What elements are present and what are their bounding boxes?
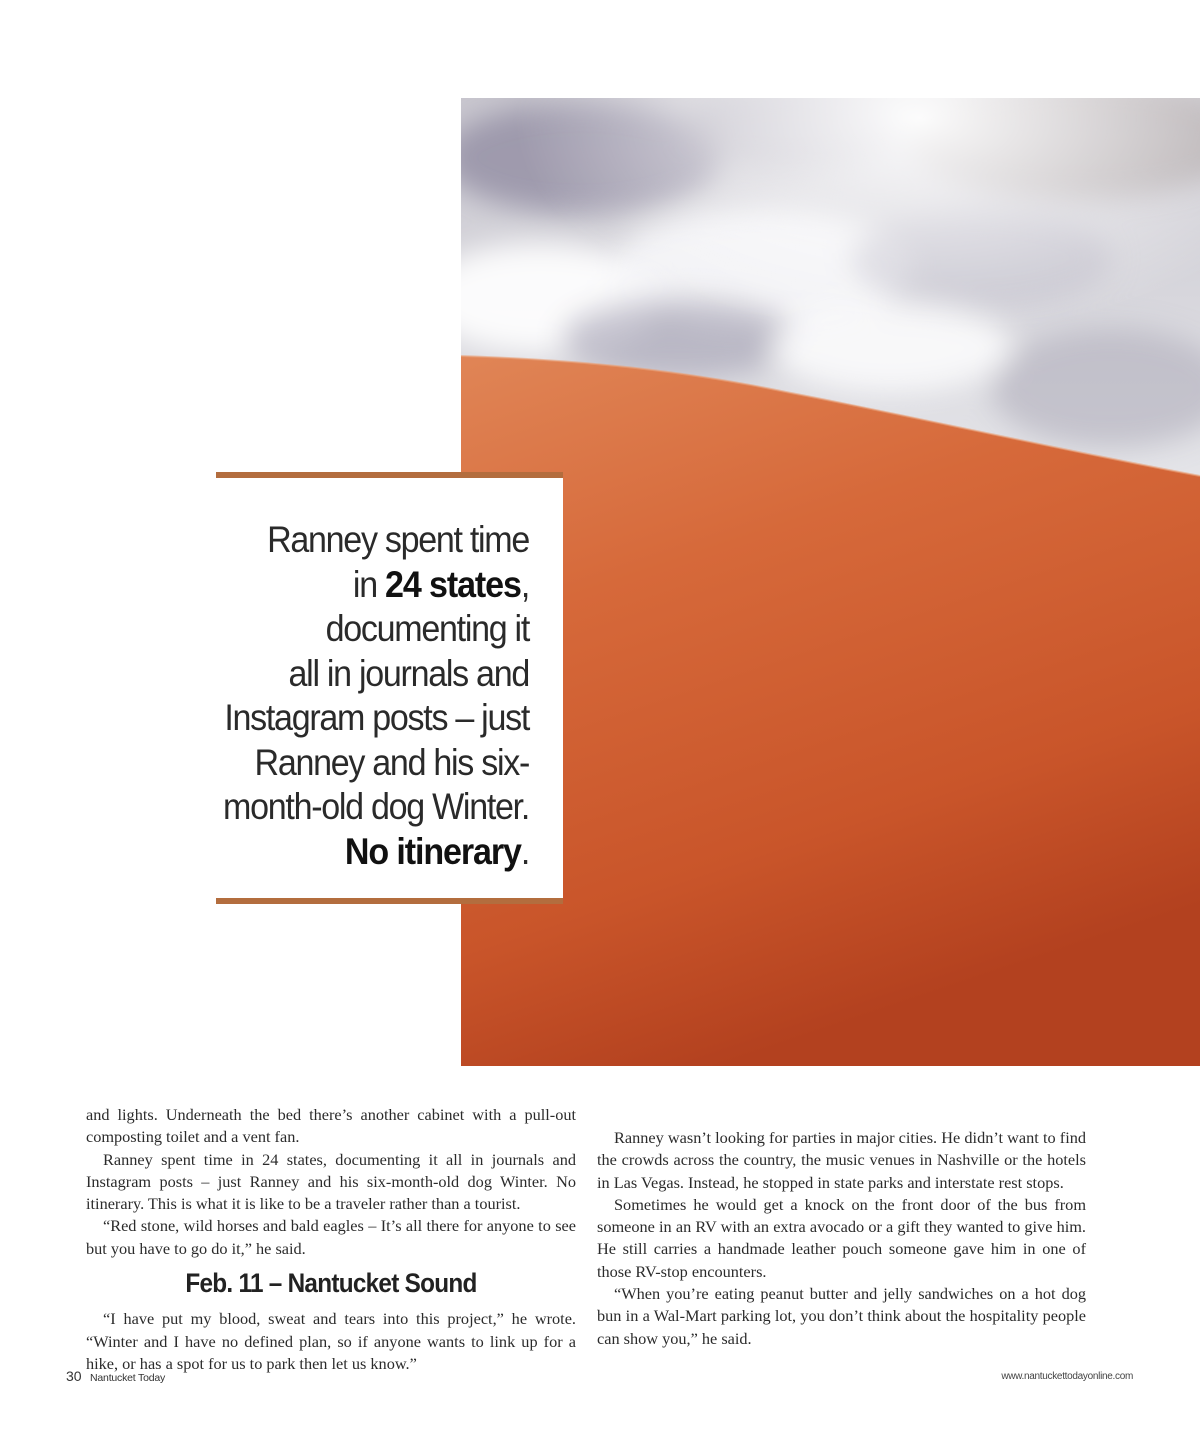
pull-quote-line: No itinerary. [344,830,529,872]
pull-quote-line: month-old dog Winter. [223,786,529,827]
article-column-right [597,1127,1086,1350]
magazine-name: Nantucket Today [90,1372,166,1384]
pull-quote-line: documenting it [325,608,529,649]
article-paragraph: “I have put my blood, sweat and tears into this project,” he wrote. “Winter and I have no defined plan, so if anyone wants to link up for a hike, or has a spot for us to park then let us know.” [86,1309,576,1373]
article-paragraph: “Red stone, wild horses and bald eagles – It’s all there for anyone to see but you have to go do it,” he said. [86,1216,576,1258]
pull-quote-line: Instagram posts – just [224,697,529,738]
page-footer-left [66,1368,165,1386]
section-subhead: Feb. 11 – Nantucket Sound [185,1268,477,1299]
dune-photo [461,98,1200,1066]
article-column-left [86,1104,576,1375]
article-paragraph: “When you’re eating peanut butter and jelly sandwiches on a hot dog bun in a Wal-Mart parking lot, you don’t think about the hospitality people can show you,” he said. [597,1284,1086,1348]
article-paragraph: Ranney spent time in 24 states, documenting it all in journals and Instagram posts – just Ranney and his six-month-old dog Winter. No itinerary. This is what it is like to be a traveler rather than a tourist. [86,1149,576,1214]
pull-quote [216,472,563,904]
pull-quote-line: in 24 states, [352,563,529,605]
page-number: 30 [66,1368,82,1384]
pull-quote-text [216,518,529,874]
article-paragraph: Ranney wasn’t looking for parties in major cities. He didn’t want to find the crowds across the country, the music venues in Nashville or the hotels in Las Vegas. Instead, he stopped in state parks and interstate rest stops. [597,1128,1086,1192]
article-paragraph: Sometimes he would get a knock on the front door of the bus from someone in an RV with an extra avocado or a gift they wanted to give him. He still carries a handmade leather pouch someone gave him in one of those RV-stop encounters. [597,1194,1086,1281]
website-url: www.nantuckettodayonline.com [1001,1371,1133,1382]
pull-quote-emphasis: 24 states [385,563,521,605]
pull-quote-emphasis: No itinerary [344,830,521,872]
pull-quote-line: Ranney and his six- [254,741,529,783]
article-paragraph: and lights. Underneath the bed there’s another cabinet with a pull-out composting toilet and a vent fan. [86,1105,576,1147]
pull-quote-line: Ranney spent time [267,519,529,560]
pull-quote-line: all in journals and [288,652,529,694]
dune-photo-illustration [461,98,1200,1066]
